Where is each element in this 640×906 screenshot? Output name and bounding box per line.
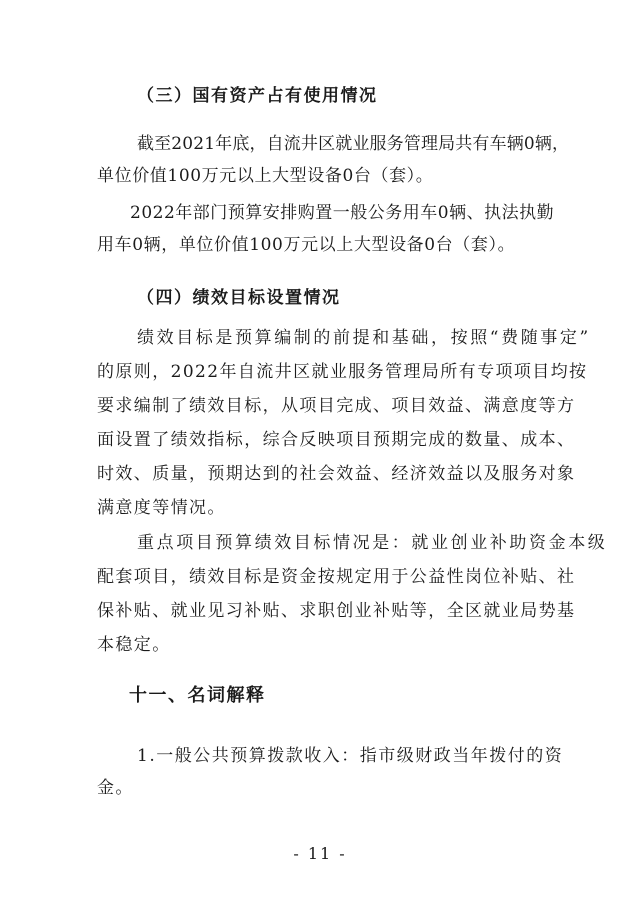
paragraph-line: 要求编制了绩效目标，从项目完成、项目效益、满意度等方 bbox=[97, 396, 576, 416]
paragraph-line: 的原则，2022年自流井区就业服务管理局所有专项项目均按 bbox=[97, 362, 588, 382]
paragraph-line: 配套项目，绩效目标是资金按规定用于公益性岗位补贴、社 bbox=[97, 567, 576, 587]
paragraph-line: 满意度等情况。 bbox=[97, 498, 226, 518]
paragraph-line: 2022年部门预算安排购置一般公务用车0辆、执法执勤 bbox=[130, 203, 555, 223]
paragraph-line: 单位价值100万元以上大型设备0台（套）。 bbox=[97, 166, 434, 186]
section-heading-3: （三）国有资产占有使用情况 bbox=[137, 86, 378, 106]
paragraph-line: 1.一般公共预算拨款收入：指市级财政当年拨付的资 bbox=[137, 746, 564, 766]
paragraph-line: 金。 bbox=[97, 778, 134, 798]
section-heading-4: （四）绩效目标设置情况 bbox=[137, 288, 341, 308]
paragraph-line: 绩效目标是预算编制的前提和基础，按照“费随事定” bbox=[137, 328, 591, 348]
paragraph-line: 面设置了绩效指标，综合反映项目预期完成的数量、成本、 bbox=[97, 430, 576, 450]
paragraph-line: 重点项目预算绩效目标情况是：就业创业补助资金本级 bbox=[137, 533, 608, 553]
section-heading-11: 十一、名词解释 bbox=[129, 685, 266, 706]
paragraph-line: 时效、质量，预期达到的社会效益、经济效益以及服务对象 bbox=[97, 464, 576, 484]
paragraph-line: 保补贴、就业见习补贴、求职创业补贴等，全区就业局势基 bbox=[97, 601, 576, 621]
paragraph-line: 用车0辆，单位价值100万元以上大型设备0台（套）。 bbox=[97, 235, 516, 255]
page-number: - 11 - bbox=[293, 844, 347, 863]
paragraph-line: 本稳定。 bbox=[97, 635, 171, 655]
paragraph-line: 截至2021年底，自流井区就业服务管理局共有车辆0辆， bbox=[137, 134, 570, 154]
